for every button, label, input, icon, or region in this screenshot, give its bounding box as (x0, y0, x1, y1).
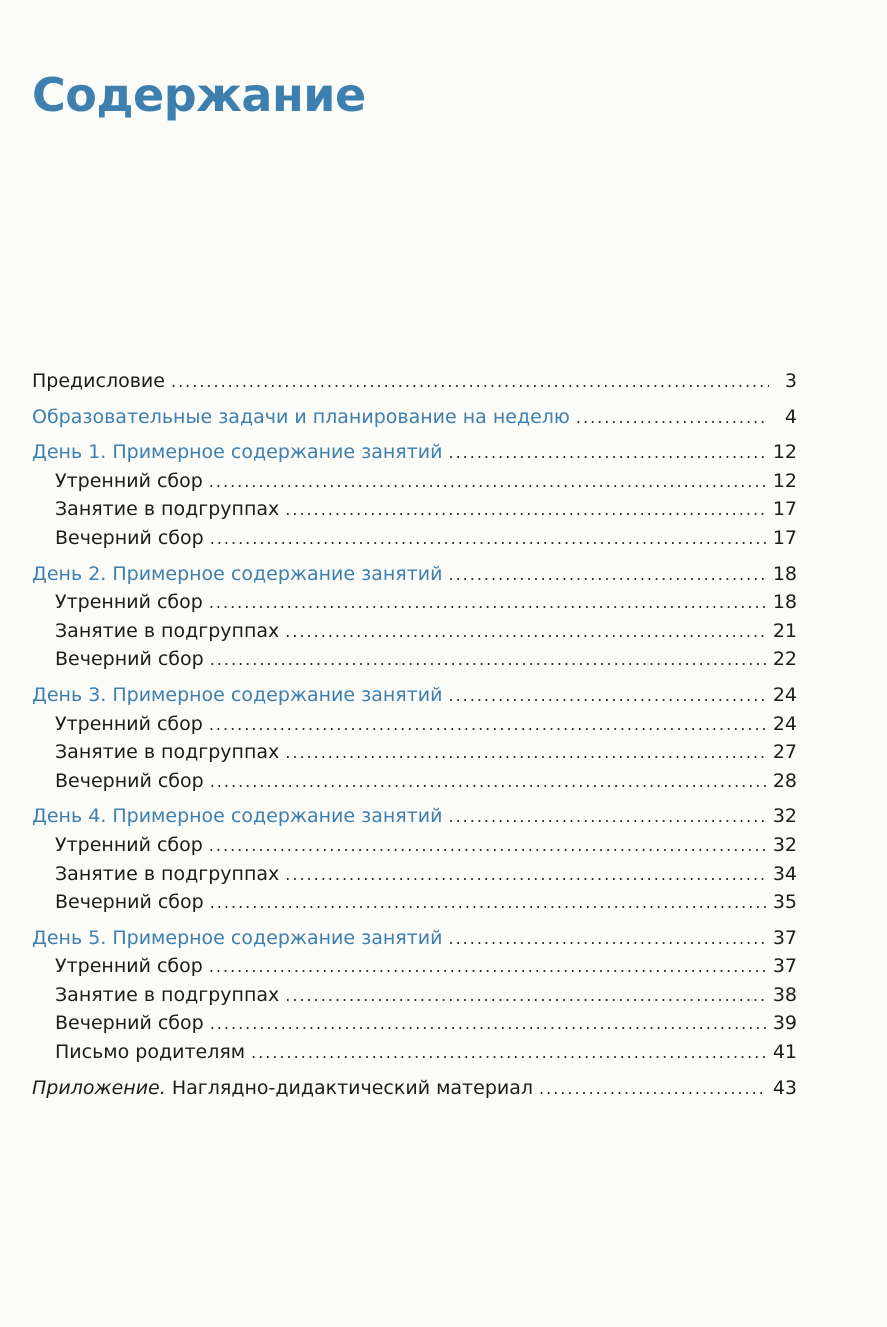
toc-entry-label: Утренний сбор (55, 591, 203, 614)
toc-page-number: 43 (772, 1076, 797, 1099)
toc-page-number: 17 (772, 526, 797, 549)
toc-entry-label: День 5. Примерное содержание занятий (32, 926, 443, 949)
toc-subentry[interactable] (32, 955, 797, 984)
toc-page-number: 18 (772, 591, 797, 614)
toc-entry-label: Вечерний сбор (55, 1012, 204, 1035)
toc-page-number: 4 (784, 405, 797, 428)
dot-leader (251, 1043, 767, 1062)
toc-page-number: 22 (772, 648, 797, 671)
dot-leader (171, 372, 769, 391)
dot-leader (209, 472, 767, 491)
toc-page-number: 17 (772, 498, 797, 521)
toc-subentry[interactable] (32, 527, 797, 556)
dot-leader (285, 986, 767, 1005)
toc-entry-label: День 2. Примерное содержание занятий (32, 562, 443, 585)
toc-subentry[interactable] (32, 770, 797, 799)
toc-page-number: 28 (772, 769, 797, 792)
toc-subentry[interactable] (32, 648, 797, 677)
toc-entry-label: Образовательные задачи и планирование на неделю (32, 405, 570, 428)
toc-subentry[interactable] (32, 863, 797, 892)
toc-page-number: 39 (772, 1012, 797, 1035)
toc-subentry[interactable] (32, 984, 797, 1013)
toc-page-number: 12 (772, 441, 797, 464)
toc-entry-day-5[interactable] (32, 927, 797, 956)
dot-leader (210, 650, 767, 669)
toc-subentry[interactable] (32, 620, 797, 649)
dot-leader (449, 929, 767, 948)
toc-page-number: 18 (772, 562, 797, 585)
toc-entry-label: Письмо родителям (55, 1041, 246, 1064)
toc-entry-day-4[interactable] (32, 805, 797, 834)
toc-entry-label: Утренний сбор (55, 712, 203, 735)
dot-leader (285, 865, 767, 884)
toc-page-number: 37 (772, 926, 797, 949)
toc-entry-day-2[interactable] (32, 563, 797, 592)
dot-leader (209, 715, 767, 734)
toc-entry-label: Утренний сбор (55, 955, 203, 978)
dot-leader (285, 622, 767, 641)
dot-leader (449, 565, 767, 584)
toc-entry-label: День 3. Примерное содержание занятий (32, 683, 443, 706)
dot-leader (210, 893, 767, 912)
toc-page-number: 12 (772, 469, 797, 492)
toc-entry-preface[interactable] (32, 370, 797, 399)
toc-entry-label: Занятие в подгруппах (55, 741, 280, 764)
toc-entry-label: Занятие в подгруппах (55, 619, 280, 642)
toc-page-number: 37 (772, 955, 797, 978)
dot-leader (210, 772, 767, 791)
toc-entry-label: Утренний сбор (55, 833, 203, 856)
toc-page-number: 35 (772, 891, 797, 914)
toc-subentry[interactable] (32, 713, 797, 742)
toc-entry-label: Вечерний сбор (55, 526, 204, 549)
toc-entry-label: Занятие в подгруппах (55, 862, 280, 885)
toc-page-number: 21 (772, 619, 797, 642)
toc-entry-label: Занятие в подгруппах (55, 983, 280, 1006)
dot-leader (210, 1014, 767, 1033)
toc-subentry[interactable] (32, 498, 797, 527)
toc-entry-label: Вечерний сбор (55, 648, 204, 671)
toc-entry-label: День 1. Примерное содержание занятий (32, 441, 443, 464)
toc-page-number: 32 (772, 833, 797, 856)
toc-subentry[interactable] (32, 1012, 797, 1041)
toc-page-number: 3 (784, 370, 797, 392)
dot-leader (449, 686, 767, 705)
toc-entry-label: Предисловие (32, 370, 165, 392)
dot-leader (209, 957, 767, 976)
toc-entry-day-1[interactable] (32, 441, 797, 470)
toc-page-number: 38 (772, 983, 797, 1006)
appendix-italic-prefix: Приложение. (32, 1076, 166, 1099)
dot-leader (209, 836, 767, 855)
toc-subentry[interactable] (32, 470, 797, 499)
appendix-title: Наглядно-дидактический материал (171, 1076, 534, 1099)
dot-leader (209, 593, 767, 612)
toc-subentry[interactable] (32, 591, 797, 620)
table-of-contents (32, 370, 797, 1105)
toc-entry-tasks[interactable] (32, 406, 797, 435)
toc-subentry[interactable] (32, 891, 797, 920)
dot-leader (576, 408, 769, 427)
toc-subentry[interactable] (32, 834, 797, 863)
toc-entry-label (32, 1077, 533, 1099)
toc-page-number: 32 (772, 805, 797, 828)
dot-leader (539, 1079, 767, 1098)
page-title: Содержание (32, 68, 366, 122)
toc-page-number: 24 (772, 712, 797, 735)
toc-page-number: 27 (772, 741, 797, 764)
toc-entry-day-3[interactable] (32, 684, 797, 713)
toc-page-number: 34 (772, 862, 797, 885)
dot-leader (285, 743, 767, 762)
dot-leader (210, 529, 767, 548)
dot-leader (449, 807, 767, 826)
dot-leader (285, 500, 767, 519)
toc-entry-label: Утренний сбор (55, 469, 203, 492)
toc-entry-label: Вечерний сбор (55, 891, 204, 914)
toc-subentry[interactable] (32, 741, 797, 770)
toc-entry-appendix[interactable] (32, 1077, 797, 1106)
toc-subentry[interactable] (32, 1041, 797, 1070)
toc-entry-label: Занятие в подгруппах (55, 498, 280, 521)
toc-entry-label: День 4. Примерное содержание занятий (32, 805, 443, 828)
toc-page-number: 24 (772, 683, 797, 706)
toc-page-number: 41 (772, 1041, 797, 1064)
toc-entry-label: Вечерний сбор (55, 769, 204, 792)
dot-leader (449, 443, 767, 462)
